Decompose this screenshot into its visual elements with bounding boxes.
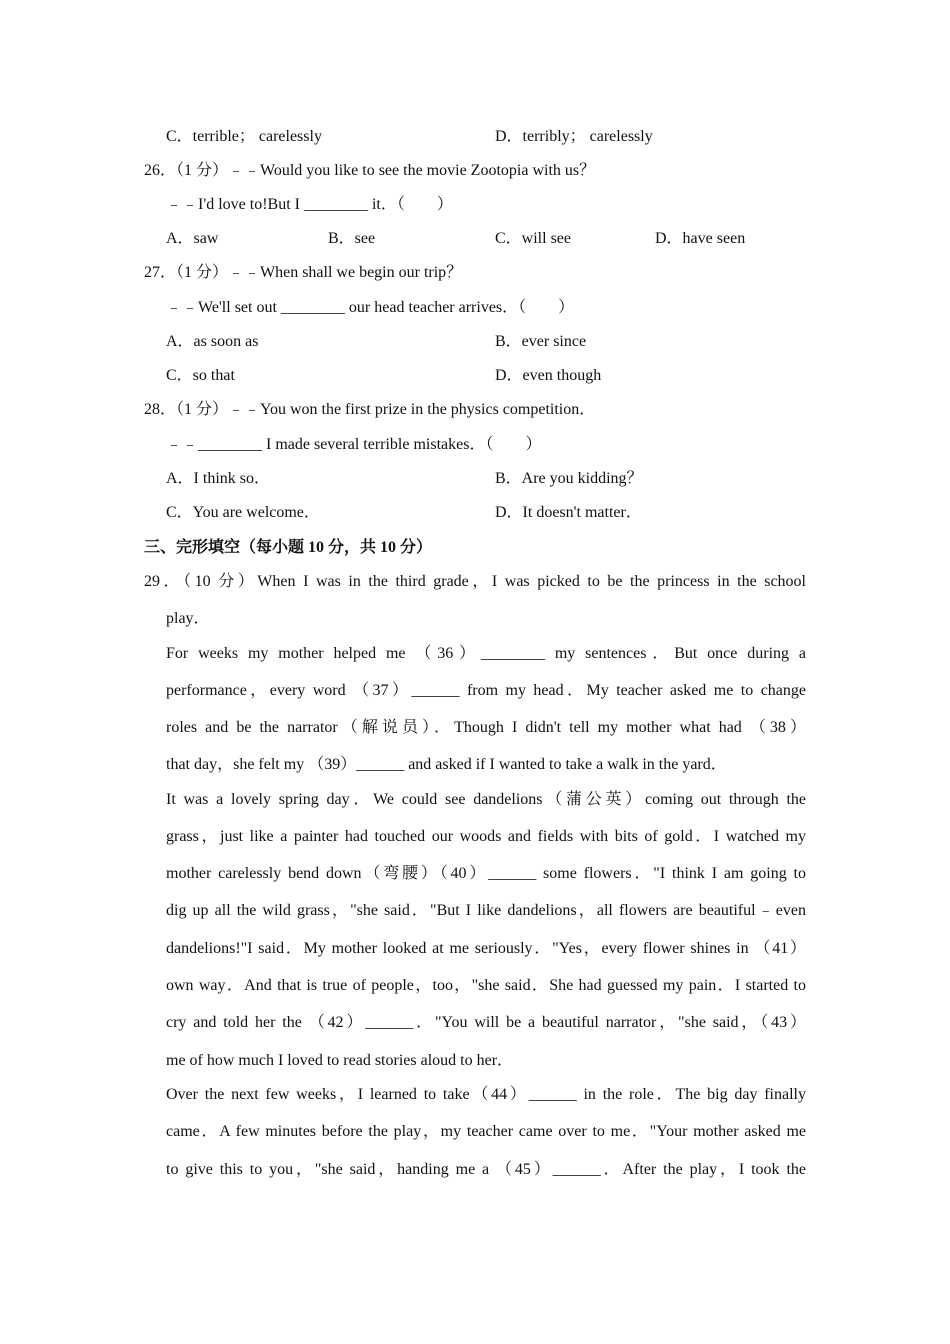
q29-line: Over the next few weeks，I learned to take（44）______ in the role．The big day finally [166, 1086, 806, 1103]
q29-line: 29．（10 分）When I was in the third grade，I was picked to be the princess in the school [144, 573, 806, 590]
q29-line: grass，just like a painter had touched our woods and fields with bits of gold．I watched my [166, 828, 806, 845]
q29-line: own way．And that is true of people，too，"she said．She had guessed my pain．I started to [166, 977, 807, 994]
q29-line: me of how much I loved to read stories aloud to her． [166, 1052, 514, 1069]
q29-line: that day，she felt my （39）______ and asked if I wanted to take a walk in the yard． [166, 756, 727, 773]
q25-option-d: D．terribly； carelessly [495, 128, 653, 145]
q29-line: It was a lovely spring day．We could see dandelions（蒲公英）coming out through the [166, 791, 806, 808]
q29-line: mother carelessly bend down（弯腰）（40）______ some flowers．"I think I am going to [166, 865, 806, 882]
q26-stem: 26．（1 分）﹣﹣Would you like to see the movie Zootopia with us？ [144, 162, 596, 179]
q27-option-c: C．so that [166, 367, 235, 384]
q28-reply: ﹣﹣________ I made several terrible mistakes．（ ） [166, 436, 542, 453]
q28-option-c: C．You are welcome． [166, 504, 320, 521]
q26-option-b: B．see [328, 230, 376, 247]
q27-option-a: A．as soon as [166, 333, 259, 350]
q26-option-c: C．will see [495, 230, 571, 247]
q26-option-a: A．saw [166, 230, 219, 247]
q29-line: roles and be the narrator（解说员）．Though I didn't tell my mother what had （38） [166, 719, 806, 736]
q27-reply: ﹣﹣We'll set out ________ our head teacher arrives．（ ） [166, 299, 575, 316]
q29-line: play． [166, 610, 210, 627]
q26-reply: ﹣﹣I'd love to!But I ________ it．（ ） [166, 196, 453, 213]
section-heading: 三、完形填空（每小题 10 分，共 10 分） [144, 539, 433, 556]
q28-option-d: D．It doesn't matter． [495, 504, 642, 521]
q29-line: came．A few minutes before the play，my teacher came over to me．"Your mother asked me [166, 1123, 806, 1140]
q29-line: dig up all the wild grass，"she said．"But I like dandelions，all flowers are beautiful﹣even [166, 902, 807, 919]
q29-line: For weeks my mother helped me （36）________ my sentences．But once during a [166, 645, 806, 662]
q27-option-d: D．even though [495, 367, 602, 384]
q29-line: to give this to you，"she said，handing me a （45）______．After the play，I took the [166, 1161, 806, 1178]
q28-option-b: B．Are you kidding？ [495, 470, 643, 487]
q29-line: dandelions!"I said．My mother looked at me seriously．"Yes，every flower shines in （41） [166, 940, 806, 957]
q26-option-d: D．have seen [655, 230, 746, 247]
q25-option-c: C．terrible； carelessly [166, 128, 322, 145]
q29-line: cry and told her the （42）______．"You will be a beautiful narrator，"she said，（43） [166, 1014, 806, 1031]
q27-stem: 27．（1 分）﹣﹣When shall we begin our trip？ [144, 264, 463, 281]
q28-option-a: A．I think so． [166, 470, 271, 487]
q27-option-b: B．ever since [495, 333, 587, 350]
q29-line: performance，every word （37）______ from my head．My teacher asked me to change [166, 682, 806, 699]
q28-stem: 28．（1 分）﹣﹣You won the first prize in the physics competition． [144, 401, 596, 418]
